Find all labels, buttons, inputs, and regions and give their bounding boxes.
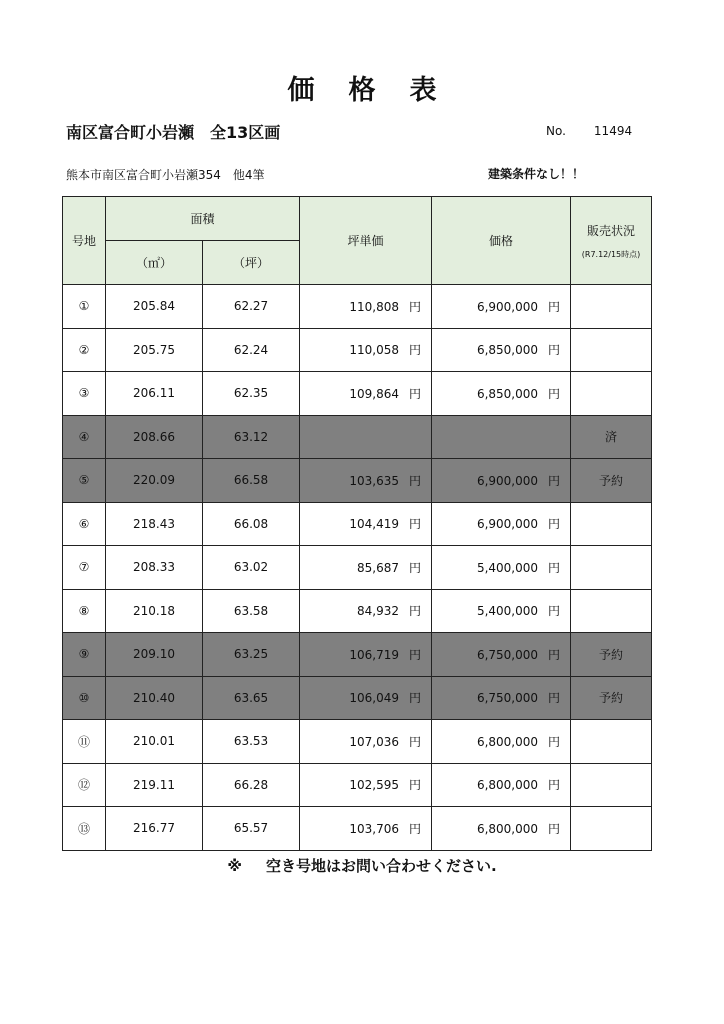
price xyxy=(432,372,571,416)
table-row xyxy=(63,285,652,329)
header-sales-status-date: (R7.12/15時点) xyxy=(581,249,641,259)
footer-mark: ※ xyxy=(227,857,242,875)
yen-unit: 円 xyxy=(409,386,422,401)
table-row xyxy=(63,589,652,633)
area-m2: 220.09 xyxy=(106,459,203,503)
header-area: 面積 xyxy=(106,197,300,241)
header-unit-price: 坪単価 xyxy=(300,197,432,285)
yen-unit: 円 xyxy=(548,691,561,706)
price xyxy=(432,633,571,677)
price xyxy=(432,720,571,764)
price-value: 6,800,000 xyxy=(476,734,539,749)
area-tsubo: 66.28 xyxy=(203,763,300,807)
yen-unit: 円 xyxy=(548,473,561,488)
price xyxy=(432,763,571,807)
property-subtitle: 南区富合町小岩瀬 全13区画 xyxy=(66,123,281,142)
area-m2: 219.11 xyxy=(106,763,203,807)
header-area-tsubo: （坪） xyxy=(203,241,300,285)
yen-unit: 円 xyxy=(548,517,561,532)
yen-unit: 円 xyxy=(409,473,422,488)
yen-unit: 円 xyxy=(409,647,422,662)
unit-price-value: 103,706 xyxy=(349,821,400,836)
area-tsubo: 66.08 xyxy=(203,502,300,546)
header-sales-status-label: 販売状況 xyxy=(587,223,636,238)
price-value: 6,850,000 xyxy=(476,343,539,358)
document-number-value: 11494 xyxy=(593,124,633,138)
price-value: 6,900,000 xyxy=(476,517,539,532)
lot-number: ⑥ xyxy=(63,502,106,546)
sales-status xyxy=(571,589,652,633)
page-title: 価格表 xyxy=(287,75,471,106)
document-number xyxy=(546,124,632,138)
unit-price xyxy=(300,502,432,546)
lot-number: ⑦ xyxy=(63,546,106,590)
header-lot: 号地 xyxy=(63,197,106,285)
price xyxy=(432,415,571,459)
yen-unit: 円 xyxy=(548,560,561,575)
footer-note xyxy=(0,855,724,876)
yen-unit: 円 xyxy=(548,343,561,358)
unit-price xyxy=(300,285,432,329)
lot-number: ④ xyxy=(63,415,106,459)
table-row xyxy=(63,502,652,546)
price xyxy=(432,807,571,851)
area-m2: 205.75 xyxy=(106,328,203,372)
building-condition-note: 建築条件なし！！ xyxy=(488,167,585,181)
area-tsubo: 63.53 xyxy=(203,720,300,764)
yen-unit: 円 xyxy=(409,691,422,706)
yen-unit: 円 xyxy=(548,821,561,836)
area-m2: 209.10 xyxy=(106,633,203,677)
lot-number: ⑤ xyxy=(63,459,106,503)
price-value: 5,400,000 xyxy=(476,604,539,619)
yen-unit: 円 xyxy=(409,560,422,575)
unit-price xyxy=(300,807,432,851)
table-row xyxy=(63,720,652,764)
yen-unit: 円 xyxy=(548,299,561,314)
area-m2: 208.66 xyxy=(106,415,203,459)
yen-unit: 円 xyxy=(548,734,561,749)
header-area-m2: （㎡） xyxy=(106,241,203,285)
document-number-label: No. xyxy=(546,124,566,138)
unit-price-value: 84,932 xyxy=(357,604,400,619)
unit-price xyxy=(300,372,432,416)
price xyxy=(432,328,571,372)
yen-unit: 円 xyxy=(409,299,422,314)
unit-price xyxy=(300,676,432,720)
yen-unit: 円 xyxy=(548,604,561,619)
unit-price xyxy=(300,328,432,372)
unit-price-value: 106,719 xyxy=(349,647,400,662)
unit-price xyxy=(300,415,432,459)
table-row xyxy=(63,328,652,372)
unit-price-value: 104,419 xyxy=(349,517,400,532)
yen-unit: 円 xyxy=(548,386,561,401)
price-value: 6,750,000 xyxy=(476,647,539,662)
unit-price xyxy=(300,720,432,764)
area-m2: 216.77 xyxy=(106,807,203,851)
lot-number: ⑪ xyxy=(63,720,106,764)
price xyxy=(432,589,571,633)
table-row xyxy=(63,459,652,503)
sales-status xyxy=(571,502,652,546)
unit-price-value: 106,049 xyxy=(349,691,400,706)
sales-status xyxy=(571,285,652,329)
yen-unit: 円 xyxy=(548,647,561,662)
table-row xyxy=(63,546,652,590)
price-value: 6,800,000 xyxy=(476,821,539,836)
sales-status: 予約 xyxy=(571,459,652,503)
price-value: 6,850,000 xyxy=(476,386,539,401)
price xyxy=(432,546,571,590)
area-tsubo: 66.58 xyxy=(203,459,300,503)
area-tsubo: 62.27 xyxy=(203,285,300,329)
price xyxy=(432,676,571,720)
area-tsubo: 62.24 xyxy=(203,328,300,372)
area-m2: 210.01 xyxy=(106,720,203,764)
unit-price-value: 102,595 xyxy=(349,778,400,793)
unit-price-value: 107,036 xyxy=(349,734,400,749)
unit-price xyxy=(300,633,432,677)
unit-price xyxy=(300,589,432,633)
area-m2: 205.84 xyxy=(106,285,203,329)
price-value: 6,900,000 xyxy=(476,473,539,488)
header-price: 価格 xyxy=(432,197,571,285)
unit-price xyxy=(300,763,432,807)
yen-unit: 円 xyxy=(409,734,422,749)
price-table xyxy=(62,196,652,851)
header-sales-status xyxy=(571,197,652,285)
area-m2: 208.33 xyxy=(106,546,203,590)
area-tsubo: 63.58 xyxy=(203,589,300,633)
lot-number: ⑫ xyxy=(63,763,106,807)
area-tsubo: 65.57 xyxy=(203,807,300,851)
yen-unit: 円 xyxy=(409,517,422,532)
yen-unit: 円 xyxy=(409,343,422,358)
area-tsubo: 63.65 xyxy=(203,676,300,720)
property-address: 熊本市南区富合町小岩瀬354 他4筆 xyxy=(66,168,265,182)
yen-unit: 円 xyxy=(409,604,422,619)
sales-status: 予約 xyxy=(571,676,652,720)
price-value: 6,800,000 xyxy=(476,778,539,793)
sales-status: 予約 xyxy=(571,633,652,677)
lot-number: ② xyxy=(63,328,106,372)
unit-price-value: 109,864 xyxy=(349,386,400,401)
price-value: 5,400,000 xyxy=(476,560,539,575)
price xyxy=(432,459,571,503)
lot-number: ⑨ xyxy=(63,633,106,677)
area-tsubo: 63.25 xyxy=(203,633,300,677)
lot-number: ⑧ xyxy=(63,589,106,633)
sales-status xyxy=(571,807,652,851)
table-row xyxy=(63,415,652,459)
table-row xyxy=(63,763,652,807)
area-m2: 206.11 xyxy=(106,372,203,416)
yen-unit: 円 xyxy=(409,778,422,793)
area-m2: 210.18 xyxy=(106,589,203,633)
lot-number: ⑬ xyxy=(63,807,106,851)
sales-status xyxy=(571,763,652,807)
sales-status xyxy=(571,546,652,590)
area-m2: 218.43 xyxy=(106,502,203,546)
area-tsubo: 63.02 xyxy=(203,546,300,590)
sales-status xyxy=(571,328,652,372)
area-tsubo: 62.35 xyxy=(203,372,300,416)
sales-status: 済 xyxy=(571,415,652,459)
unit-price-value: 85,687 xyxy=(357,560,400,575)
area-tsubo: 63.12 xyxy=(203,415,300,459)
unit-price xyxy=(300,546,432,590)
table-row xyxy=(63,633,652,677)
table-row xyxy=(63,676,652,720)
unit-price xyxy=(300,459,432,503)
table-row xyxy=(63,372,652,416)
yen-unit: 円 xyxy=(548,778,561,793)
sales-status xyxy=(571,372,652,416)
price-value: 6,750,000 xyxy=(476,691,539,706)
price xyxy=(432,285,571,329)
footer-text: 空き号地はお問い合わせください. xyxy=(265,857,497,875)
table-row xyxy=(63,807,652,851)
sales-status xyxy=(571,720,652,764)
unit-price-value: 110,058 xyxy=(349,343,400,358)
unit-price-value: 110,808 xyxy=(349,299,400,314)
lot-number: ① xyxy=(63,285,106,329)
unit-price-value: 103,635 xyxy=(349,473,400,488)
yen-unit: 円 xyxy=(409,821,422,836)
price xyxy=(432,502,571,546)
area-m2: 210.40 xyxy=(106,676,203,720)
lot-number: ③ xyxy=(63,372,106,416)
lot-number: ⑩ xyxy=(63,676,106,720)
price-value: 6,900,000 xyxy=(476,299,539,314)
